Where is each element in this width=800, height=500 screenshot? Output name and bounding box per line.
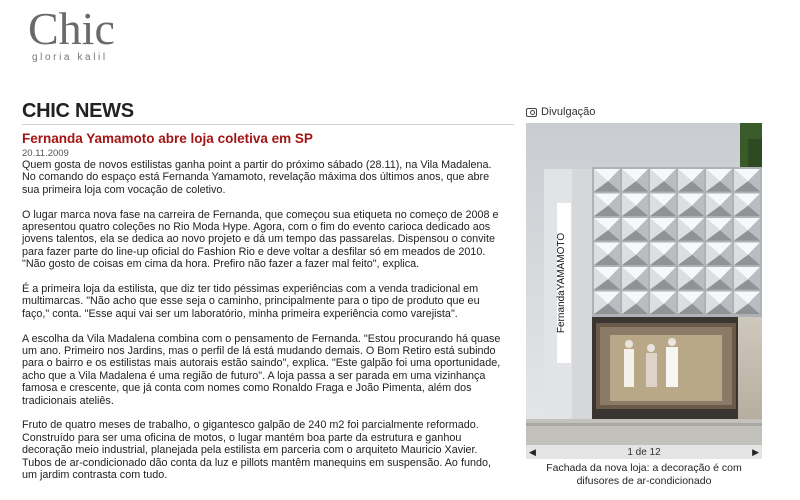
- article-paragraph: A escolha da Vila Madalena combina com o pensamento de Fernanda. "Estou procurando há quase um ano. Primeiro nos Jardins, mas o perfil de lá está mudando demais. O Bom Retiro está subindo para o bairro e os estilistas mais autorais estão saindo", explica. "Este galpão foi uma oportunidade, acho que a Vila Madalena é uma região de futuro". A loja passa a ser parada em uma vizinhança famosa e crescente, que já conta com nomes como Ronaldo Fraga e João Pimenta, além dos tradicionais ateliês.: [22, 332, 501, 407]
- article-date: 20.11.2009: [22, 148, 69, 159]
- photo-caption: Fachada da nova loja: a decoração é com difusores de ar-condicionado: [546, 462, 742, 487]
- logo-subtitle: gloria kalil: [32, 52, 108, 63]
- camera-icon: [526, 108, 537, 117]
- logo-title: Chic: [28, 3, 115, 54]
- photo-credit: [526, 104, 762, 120]
- storefront-image: [526, 123, 762, 445]
- article-paragraph: É a primeira loja da estilista, que diz ter tido péssimas experiências com a venda tradicional em multimarcas. "Não acho que esse seja o caminho, principalmente para o tipo de produto que eu faço," conta. "Esse aqui vai ser um laboratório, minha primeira experiência como varejista".: [22, 283, 480, 320]
- site-logo[interactable]: [28, 3, 138, 63]
- article-paragraph: Quem gosta de novos estilistas ganha point a partir do próximo sábado (28.11), na Vila Madalena. No comando do espaço está Fernanda Yamamoto, revelação máxima dos últimos anos, que abre sua primeira loja com vocação de coletivo.: [22, 159, 492, 196]
- article-paragraph: O lugar marca nova fase na carreira de Fernanda, que começou sua etiqueta no começo de 2008 e apresentou quatro coleções no Rio Moda Hype. Agora, com o fim do evento carioca dedicado aos jovens talentos, ela se dedica ao novo projeto e dá um tempo das passarelas. Dispensou o convite para fazer parte do line-up oficial do Fashion Rio e deve voltar a desfilar só em meados de 2010. "Não gosto de coisas em cima da hora. Prefiro não fazer a fazer mal feito", explica.: [22, 208, 499, 271]
- photo-credit-label: Divulgação: [541, 106, 596, 118]
- section-title: CHIC NEWS: [22, 100, 134, 122]
- gallery-navigation: [526, 445, 762, 459]
- photo-gallery: [526, 104, 762, 487]
- article: [22, 131, 502, 494]
- triangle-right-icon[interactable]: ▶: [752, 446, 759, 457]
- triangle-left-icon[interactable]: ◀: [529, 446, 536, 457]
- article-body: [22, 159, 502, 482]
- gallery-photo[interactable]: [526, 123, 762, 445]
- storefront-sign: FernandaYAMAMOTO: [556, 232, 567, 334]
- article-paragraph: Fruto de quatro meses de trabalho, o gigantesco galpão de 240 m2 foi parcialmente reformado. Construído para ser uma oficina de motos, o lugar mantém boa parte da estrutura e ganhou decoração meio industrial, planejada pela estilista em parceria com o arquiteto Mauricio Xavier. Tubos de ar-condicionado dão conta da luz e pillots mantêm manequins em suspensão. Ao fundo, um jardim contrasta com tudo.: [22, 419, 491, 482]
- article-title: Fernanda Yamamoto abre loja coletiva em SP: [22, 131, 313, 146]
- section-divider: [22, 124, 514, 125]
- gallery-counter: 1 de 12: [627, 446, 661, 458]
